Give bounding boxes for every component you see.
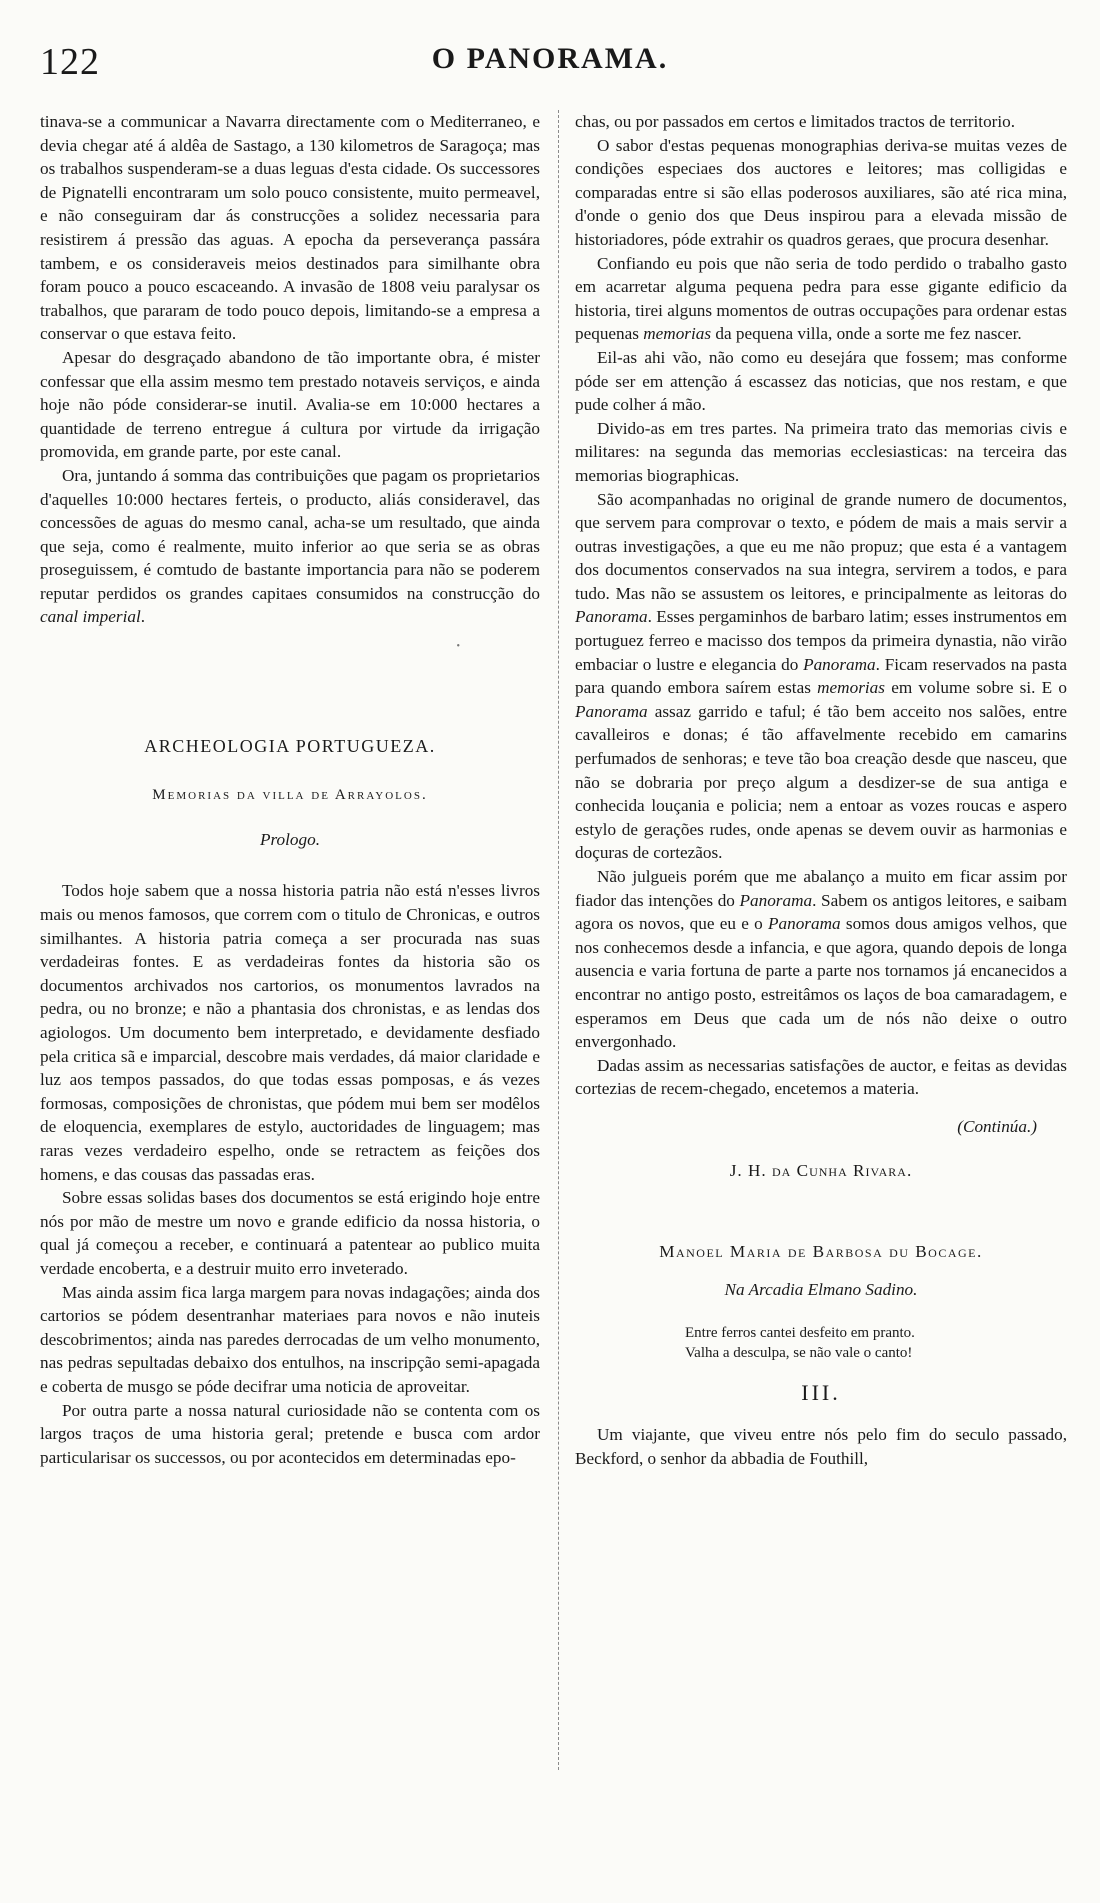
paragraph-indagacoes: Mas ainda assim fica larga margem para novas indagações; ainda dos cartorios se pódem desentranhar materiaes para novos e não inuteis descobrimentos; ainda nas paredes derrocadas de um velho monumento, nas pedras sepultadas debaixo dos entulhos, na inscripção semi-apagada e coberta de musgo se póde decifrar uma noticia de aproveitar. bbox=[40, 1282, 540, 1396]
paragraph-confiando: Confiando eu pois que não seria de todo perdido o trabalho gasto em acarretar alguma pequena pedra para esse gigante edificio da historia, tirei alguns momentos de outras occupações para ordenar estas pequenas memorias da pequena villa, onde a sorte me fez nascer. bbox=[575, 253, 1067, 344]
paragraph-territorio: chas, ou por passados em certos e limitados tractos de territorio. bbox=[575, 112, 1016, 131]
running-title: O PANORAMA. bbox=[431, 42, 669, 75]
continued-note: (Continúa.) bbox=[957, 1116, 1037, 1136]
epigraph-line-2: Valha a desculpa, se não vale o canto! bbox=[685, 1345, 913, 1362]
paragraph-dadas: Dadas assim as necessarias satisfações de auctor, e feitas as devidas cortezias de recem-chegado, encetemos a materia. bbox=[575, 1055, 1067, 1099]
paragraph-julgueis: Não julgueis porém que me abalanço a muito em ficar assim por fiador das intenções do Panorama. Sabem os antigos leitores, e saibam agora os novos, que eu e o Panorama somos dous amigos velhos, que nos conhecemos desde a infancia, e que agora, quando depois de longa ausencia e varia fortuna de parte a parte nos tornamos já encanecidos a encontrar no antigo posto, estreitâmos os laços de boa camaradagem, e esperamos em Deus que cada um de nós não deixe o outro envergonhado. bbox=[575, 867, 1068, 1052]
paragraph-canal-services: Apesar do desgraçado abandono de tão importante obra, é mister confessar que ella assim mesmo tem prestado notaveis serviços, e ainda hoje não póde considerar-se inutil. Avalia-se em 10:000 hectares a quantidade de terreno entregue á cultura por virtude da irrigação promovida, em grande parte, por este canal. bbox=[40, 347, 540, 462]
column-divider bbox=[558, 110, 559, 1770]
epigraph bbox=[685, 1323, 1067, 1363]
ornament-mark: • bbox=[456, 641, 460, 653]
prologue-heading: Prologo. bbox=[260, 829, 320, 849]
paragraph-viajante: Um viajante, que viveu entre nós pelo fim do seculo passado, Beckford, o senhor da abbadia de Fouthill, bbox=[575, 1424, 1067, 1468]
section-title: ARCHEOLOGIA PORTUGUEZA. bbox=[144, 735, 436, 756]
poem-author-heading: Manoel Maria de Barbosa du Bocage. bbox=[659, 1242, 983, 1262]
paragraph-canal-history: tinava-se a communicar a Navarra directamente com o Mediterraneo, e devia chegar até á aldêa de Sastago, a 130 kilometros de Saragoça; mas os trabalhos suspenderam-se a duas leguas d'esta cidade. Os successores de Pignatelli encontraram um solo pouco consistente, muito permeavel, e não conseguiram dar ás construcções a solidez necessaria para resistirem á pressão das aguas. A epocha da perseverança passára tambem, e os consideraveis meios destinados para similhante obra foram pouco a pouco escaceando. A invasão de 1808 veiu paralysar os trabalhos, que pararam de todo pouco depois, limitando-se a empresa a conservar o que estava feito. bbox=[40, 112, 540, 344]
section-number: III. bbox=[801, 1380, 841, 1406]
poem-dedication: Na Arcadia Elmano Sadino. bbox=[724, 1279, 918, 1299]
paragraph-documentos: Sobre essas solidas bases dos documentos se está erigindo hoje entre nós por mão de mestre um novo e grande edificio da nossa historia, o qual já começou a receber, e continuará a patentear ao publico muita verdade encoberta, e a destruir muito erro inveterado. bbox=[40, 1188, 540, 1278]
right-column bbox=[575, 110, 1067, 1470]
left-column bbox=[40, 110, 540, 1469]
paragraph-divido: Divido-as em tres partes. Na primeira trato das memorias civis e militares: na segunda das memorias ecclesiasticas: na terceira das memorias biographicas. bbox=[575, 418, 1067, 485]
paragraph-canal-revenue: Ora, juntando á somma das contribuições que pagam os proprietarios d'aquelles 10:000 hectares ferteis, o producto, aliás consideravel, das concessões de aguas do mesmo canal, acha-se um resultado, que ainda que seja, como é realmente, muito inferior ao que seria se as obras proseguissem, é comtudo de bastante importancia para não se poderem reputar perdidos os grandes capitaes consumidos na construcção do canal imperial. bbox=[40, 465, 540, 627]
paragraph-documentos-originais: São acompanhadas no original de grande numero de documentos, que servem para comprovar o texto, e pódem de mais a mais servir a outras investigações, a que eu me não propuz; que esta é a vantagem dos documentos conservados na sua integra, servirem a todos, e para tudo. Mas não se assustem os leitores, e principalmente as leitoras do Panorama. Esses pergaminhos de barbaro latim; esses instrumentos em portuguez ferreo e macisso dos tempos da primeira dynastia, não virão embaciar o lustre e elegancia do Panorama. Ficam reservados na pasta para quando embora saírem estas memorias em volume sobre si. E o Panorama assaz garrido e taful; é tão bem acceito nos salões, entre cavalleiros e donas; é tão affavelmente recebido em camarins perfumados de senhoras; e teve tão boa creação desde que nasceu, que não se dobraria por preço algum a desdizer-se de sua antiga e conhecida louçania e policia; nem a entoar as vozes roucas e aspero estylo de gerações rudes, onde apenas se devem ouvir as harmonias e doçuras de cortezãos. bbox=[575, 489, 1068, 863]
paragraph-monographias: O sabor d'estas pequenas monographias deriva-se muitas vezes de condições especiaes dos auctores e leitores; mas colligidas e comparadas entre si são ellas poderosos auxiliares, são até rica mina, d'onde o genio dos que Deus inspirou para a elevada missão de historiadores, póde extrahir os quadros geraes, que procura desenhar. bbox=[575, 135, 1067, 249]
author-signature: J. H. da Cunha Rivara. bbox=[729, 1160, 913, 1180]
paragraph-curiosidade: Por outra parte a nossa natural curiosidade não se contenta com os largos traços de uma historia geral; pretende e busca com ardor particularisar os successos, ou por acontecidos em determinadas epo- bbox=[40, 1400, 540, 1467]
paragraph-historia-patria: Todos hoje sabem que a nossa historia patria não está n'esses livros mais ou menos famosos, que correm com o titulo de Chronicas, e outros similhantes. A historia patria começa a ser procurada nas suas verdadeiras fontes. E as verdadeiras fontes da historia são os documentos archivados nos cartorios, os monumentos lavrados na pedra, ou no bronze; e não a phantasia dos chronistas, e as lendas dos agiologos. Um documento bem interpretado, e devidamente desfiado pela critica sã e imparcial, descobre mais verdades, dá maior claridade e luz aos tempos passados, do que todas essas pomposas, e ás vezes formosas, composições de chronistas, que pódem mui bem ser modêlos de eloquencia, exemplares de estylo, auctoridades de linguagem; mas raras vezes verdadeiro espelho, onde se retractem as feições dos homens, e das cousas das passadas eras. bbox=[40, 881, 540, 1184]
page-header bbox=[40, 40, 1060, 90]
page-number: 122 bbox=[40, 41, 100, 83]
paragraph-eil-as: Eil-as ahi vão, não como eu desejára que fossem; mas conforme póde ser em attenção á escassez das noticias, que nos restam, e que pude colher á mão. bbox=[575, 347, 1067, 415]
section-subtitle: Memorias da villa de Arrayolos. bbox=[152, 787, 428, 804]
canal-name: canal imperial bbox=[40, 607, 141, 627]
epigraph-line-1: Entre ferros cantei desfeito em pranto. bbox=[685, 1325, 915, 1342]
